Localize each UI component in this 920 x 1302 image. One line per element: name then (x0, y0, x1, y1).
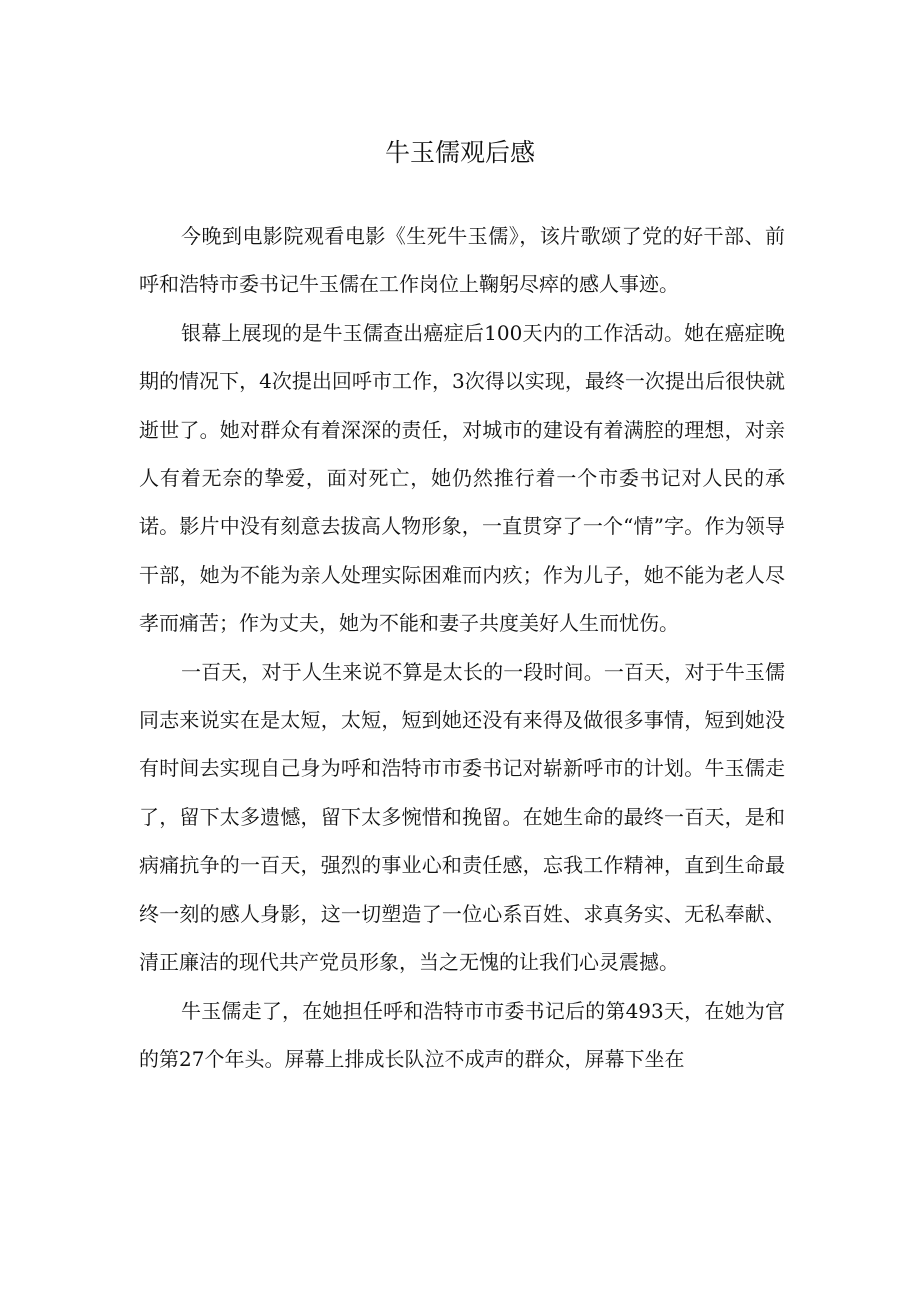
paragraph-2: 银幕上展现的是牛玉儒查出癌症后100天内的工作活动。她在癌症晚期的情况下，4次提出回呼市工作，3次得以实现，最终一次提出后很快就逝世了。她对群众有着深深的责任，对城市的建设有着满腔的理想，对亲人有着无奈的挚爱，面对死亡，她仍然推行着一个市委书记对人民的承诺。影片中没有刻意去拔高人物形象，一直贯穿了一个“情”字。作为领导干部，她为不能为亲人处理实际困难而内疚；作为儿子，她不能为老人尽孝而痛苦；作为丈夫，她为不能和妻子共度美好人生而忧伤。 (139, 320, 785, 636)
document-title: 牛玉儒观后感 (384, 137, 535, 167)
paragraph-4: 牛玉儒走了，在她担任呼和浩特市市委书记后的第493天，在她为官的第27个年头。屏幕上排成长队泣不成声的群众，屏幕下坐在 (139, 998, 785, 1071)
paragraph-3: 一百天，对于人生来说不算是太长的一段时间。一百天，对于牛玉儒同志来说实在是太短，太短，短到她还没有来得及做很多事情，短到她没有时间去实现自己身为呼和浩特市市委书记对崭新呼市的计划。牛玉儒走了，留下太多遗憾，留下太多惋惜和挽留。在她生命的最终一百天，是和病痛抗争的一百天，强烈的事业心和责任感，忘我工作精神，直到生命最终一刻的感人身影，这一切塑造了一位心系百姓、求真务实、无私奉献、清正廉洁的现代共产党员形象，当之无愧的让我们心灵震撼。 (139, 659, 785, 975)
paragraph-1: 今晚到电影院观看电影《生死牛玉儒》，该片歌颂了党的好干部、前呼和浩特市委书记牛玉儒在工作岗位上鞠躬尽瘁的感人事迹。 (139, 224, 785, 297)
document-body (139, 212, 785, 1083)
